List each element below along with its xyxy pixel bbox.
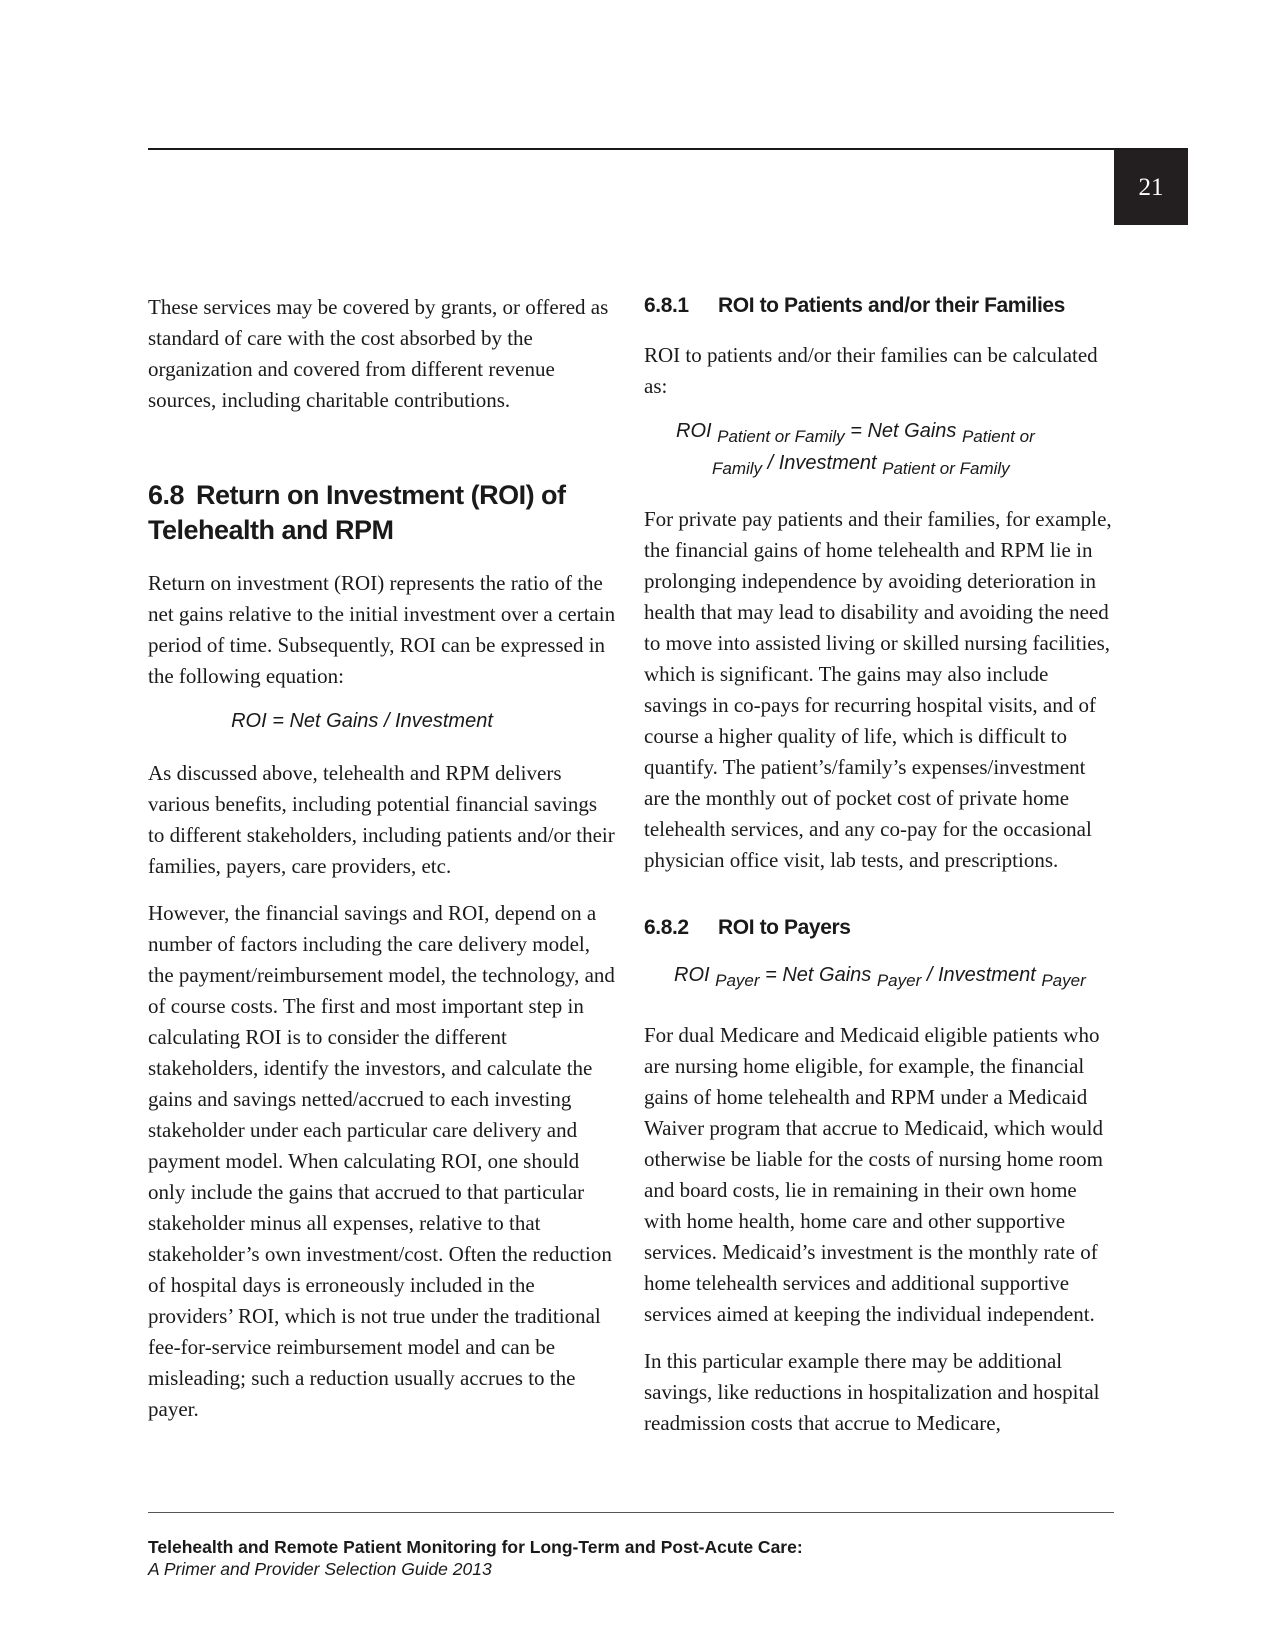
eq-subscript: Family bbox=[712, 459, 763, 478]
eq-subscript: Payer bbox=[715, 971, 760, 990]
paragraph: However, the financial savings and ROI, depend on a number of factors including the care delivery model, the payment/reimbursement model, the technology, and of course costs. The first and most important step in calculating ROI is to consider the different stakeholders, identify the investors, and calculate the gains and savings netted/accrued to each investing stakeholder under each particular care delivery and payment model. When calculating ROI, one should only include the gains that accrued to that particular stakeholder minus all expenses, relative to that stakeholder’s own investment/cost. Often the reduction of hospital days is erroneously included in the providers’ ROI, which is not true under the traditional fee-for-service reimbursement model and can be misleading; such a reduction usually accrues to the payer. bbox=[148, 901, 615, 1421]
page-number: 21 bbox=[1114, 150, 1188, 225]
paragraph: These services may be covered by grants, or offered as standard of care with the cost absorbed by the organization and covered from different revenue sources, including charitable contributions. bbox=[148, 295, 609, 412]
eq-net-gains: Net Gains bbox=[782, 964, 872, 986]
eq-roi: ROI bbox=[674, 964, 710, 986]
eq-subscript: Patient or bbox=[961, 427, 1035, 446]
eq-subscript: Patient or Family bbox=[882, 459, 1010, 478]
footer bbox=[148, 1536, 803, 1580]
paragraph: For private pay patients and their families, for example, the financial gains of home telehealth and RPM lie in prolonging independence by avoiding deterioration in health that may lead to disability and avoiding the need to move into assisted living or skilled nursing facilities, which is significant. The gains may also include savings in co-pays for recurring hospital visits, and of course a higher quality of life, which is difficult to quantify. The patient’s/family’s expenses/investment are the monthly out of pocket cost of private home telehealth services, and any co-pay for the occasional physician office visit, lab tests, and prescriptions. bbox=[644, 507, 1112, 872]
eq-subscript: Payer bbox=[876, 971, 922, 990]
subsection-title: ROI to Patients and/or their Families bbox=[718, 294, 1065, 317]
eq-equals: = bbox=[759, 964, 783, 986]
left-column bbox=[148, 292, 616, 1425]
eq-slash: / bbox=[762, 452, 779, 474]
subsection-title: ROI to Payers bbox=[718, 916, 851, 939]
footer-subtitle: A Primer and Provider Selection Guide 2013 bbox=[148, 1559, 492, 1579]
subsection-number: 6.8.2 bbox=[644, 916, 689, 939]
section-title: Return on Investment (ROI) of Telehealth and RPM bbox=[148, 480, 566, 545]
paragraph: In this particular example there may be additional savings, like reductions in hospitalization and hospital readmission costs that accrue to Medicare, bbox=[644, 1349, 1100, 1435]
equation-line-2 bbox=[676, 450, 1112, 482]
footer-rule bbox=[148, 1512, 1114, 1513]
paragraph: Return on investment (ROI) represents the ratio of the net gains relative to the initial investment over a certain period of time. Subsequently, ROI can be expressed in the following equation: bbox=[148, 571, 616, 688]
right-column bbox=[644, 292, 1112, 1439]
eq-investment: Investment bbox=[937, 964, 1036, 986]
eq-equals: = bbox=[844, 420, 868, 442]
roi-equation: ROI = Net Gains / Investment bbox=[231, 710, 493, 732]
section-heading-6-8 bbox=[148, 478, 616, 548]
subsection-heading-6-8-2 bbox=[644, 914, 1112, 942]
paragraph: As discussed above, telehealth and RPM delivers various benefits, including potential financial savings to different stakeholders, including patients and/or their families, payers, care providers, etc. bbox=[148, 761, 615, 878]
section-number: 6.8 bbox=[148, 480, 185, 510]
roi-patient-equation bbox=[676, 418, 1112, 482]
paragraph: ROI to patients and/or their families can be calculated as: bbox=[644, 343, 1098, 398]
footer-title: Telehealth and Remote Patient Monitoring for Long-Term and Post-Acute Care: bbox=[148, 1537, 803, 1557]
eq-roi: ROI bbox=[676, 420, 712, 442]
eq-subscript: Payer bbox=[1041, 971, 1086, 990]
subsection-heading-6-8-1 bbox=[644, 292, 1112, 320]
eq-net-gains: Net Gains bbox=[867, 420, 957, 442]
equation-line-1 bbox=[676, 418, 1112, 450]
eq-slash: / bbox=[921, 964, 938, 986]
header-rule bbox=[148, 148, 1188, 150]
roi-payer-equation bbox=[674, 962, 1112, 994]
paragraph: For dual Medicare and Medicaid eligible patients who are nursing home eligible, for example, the financial gains of home telehealth and RPM under a Medicaid Waiver program that accrue to Medicaid, which would otherwise be liable for the costs of nursing home room and board costs, lie in remaining in their own home with home health, home care and other supportive services. Medicaid’s investment is the monthly rate of home telehealth services and additional supportive services aimed at keeping the individual independent. bbox=[644, 1023, 1103, 1326]
eq-investment: Investment bbox=[778, 452, 877, 474]
subsection-number: 6.8.1 bbox=[644, 294, 689, 317]
eq-subscript: Patient or Family bbox=[717, 427, 845, 446]
